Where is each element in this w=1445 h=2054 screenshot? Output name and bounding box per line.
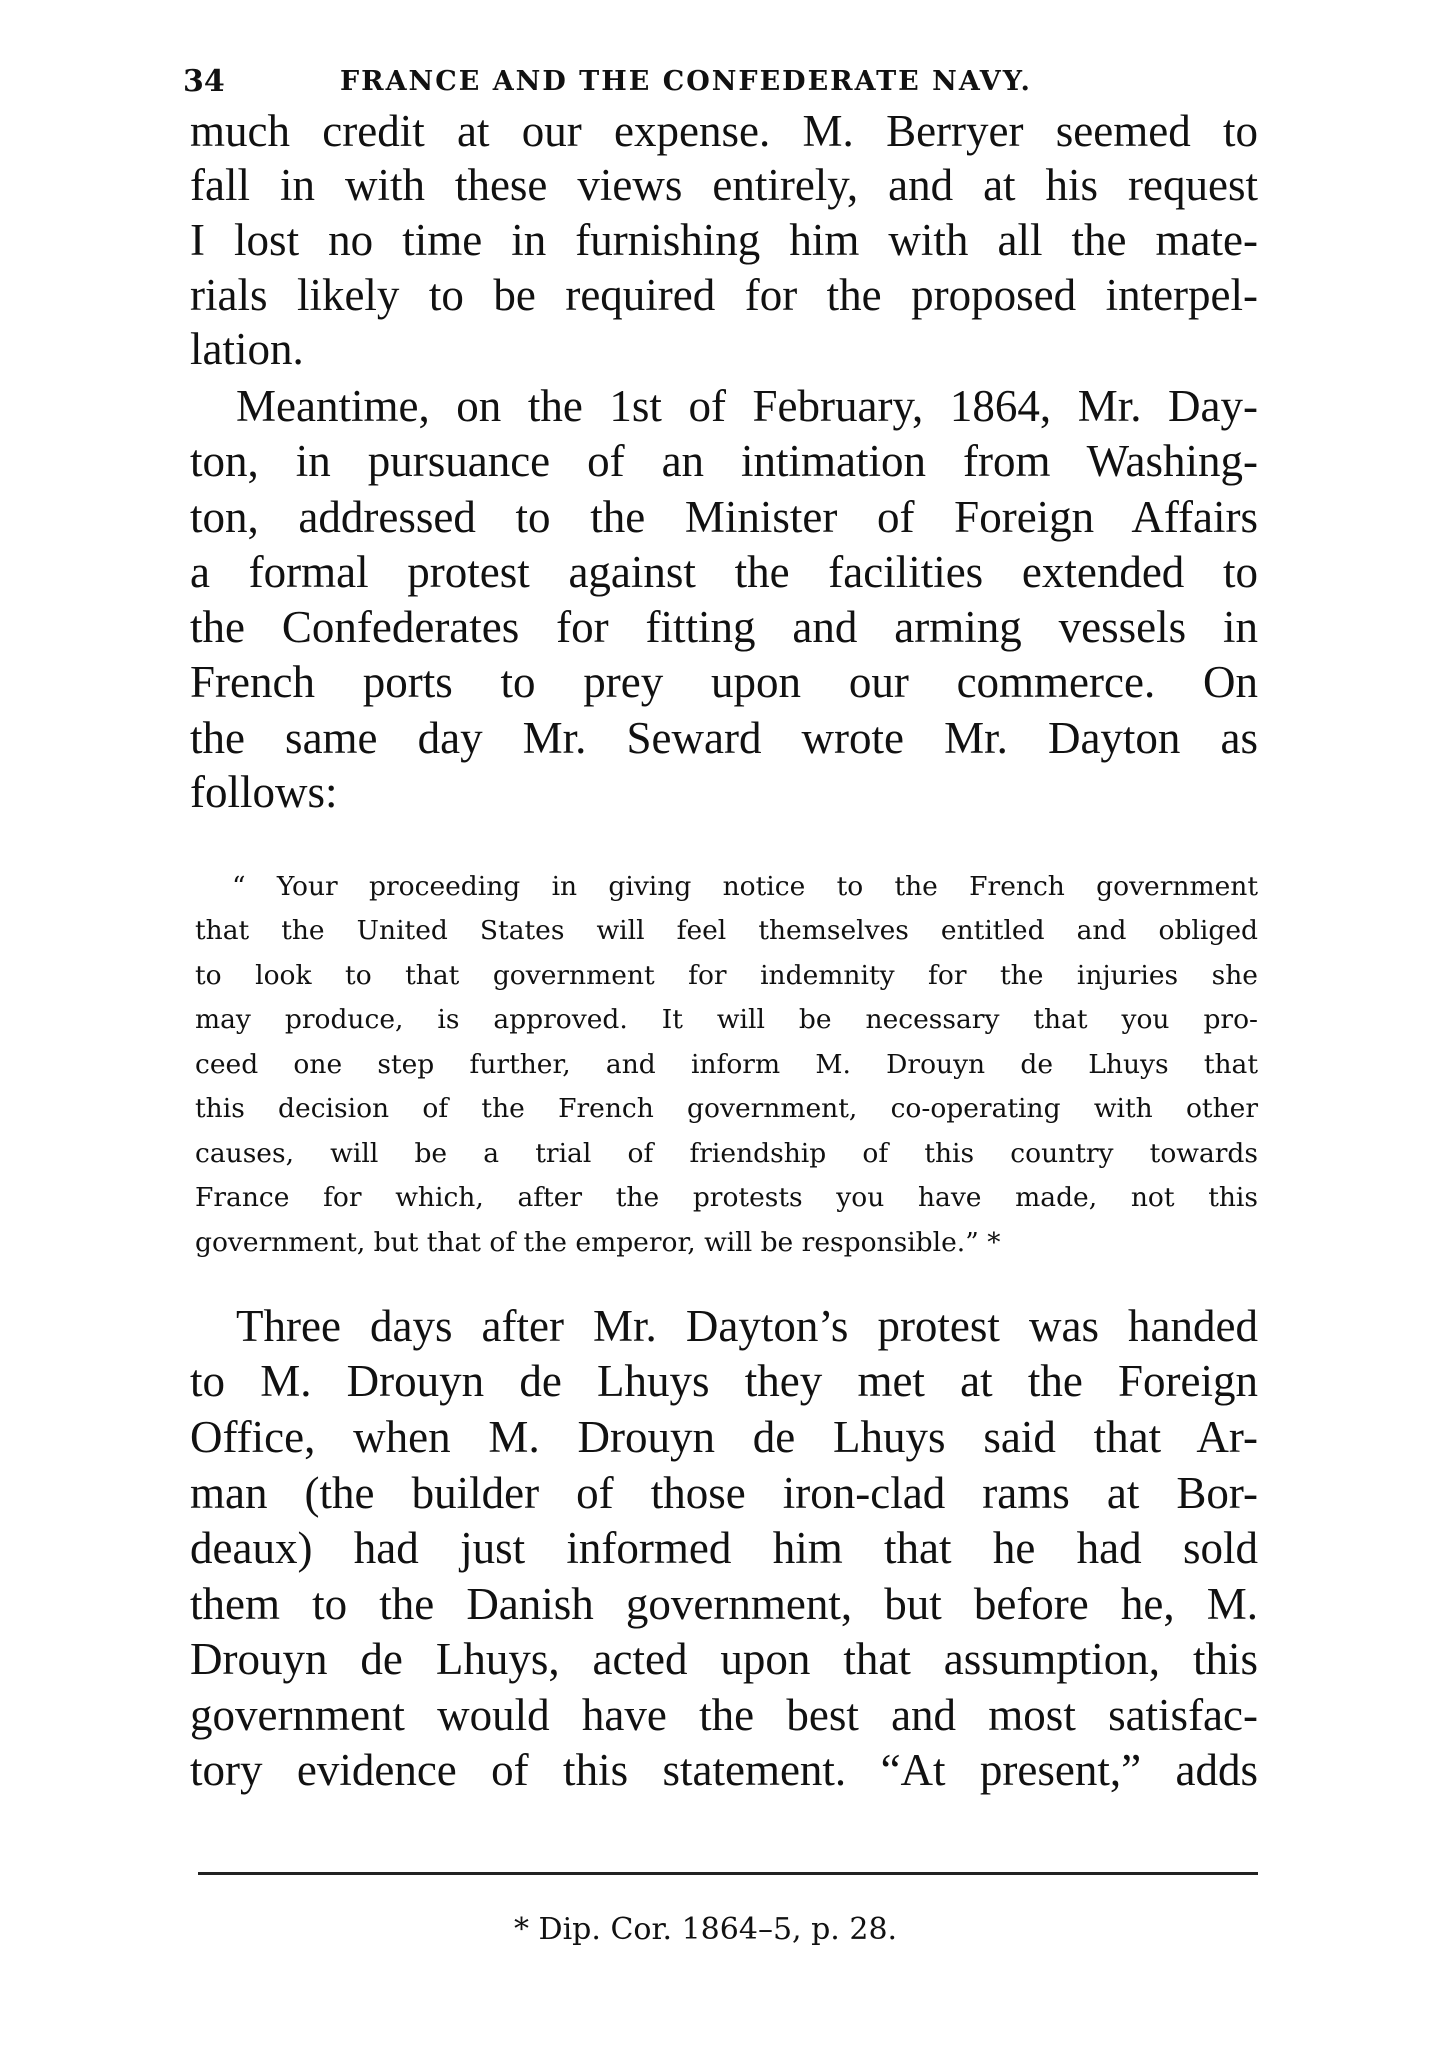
paragraph-2-line: the same day Mr. Seward wrote Mr. Dayton as bbox=[190, 713, 1258, 763]
paragraph-3-line: man (the builder of those iron-clad rams at Bor- bbox=[190, 1468, 1258, 1518]
paragraph-1-line: lation. bbox=[190, 324, 304, 374]
paragraph-2-line: follows: bbox=[190, 767, 338, 817]
page-number: 34 bbox=[183, 64, 225, 99]
paragraph-2-line: ton, in pursuance of an intimation from Washing- bbox=[190, 436, 1258, 486]
footnote-rule bbox=[198, 1872, 1258, 1875]
paragraph-3-line: tory evidence of this statement. “At present,” adds bbox=[190, 1745, 1258, 1795]
paragraph-2-line: ton, addressed to the Minister of Foreign Affairs bbox=[190, 492, 1258, 542]
paragraph-2-line: a formal protest against the facilities extended to bbox=[190, 547, 1258, 597]
quotation-line: France for which, after the protests you have made, not this bbox=[195, 1182, 1258, 1213]
paragraph-1-line: rials likely to be required for the proposed interpel- bbox=[190, 270, 1258, 320]
paragraph-3-line: them to the Danish government, but before he, M. bbox=[190, 1579, 1258, 1629]
paragraph-2-line: Meantime, on the 1st of February, 1864, Mr. Day- bbox=[236, 381, 1258, 431]
paragraph-1-line: much credit at our expense. M. Berryer seemed to bbox=[190, 106, 1258, 156]
paragraph-3-line: Three days after Mr. Dayton’s protest was handed bbox=[236, 1301, 1258, 1351]
paragraph-2-line: French ports to prey upon our commerce. On bbox=[190, 657, 1258, 707]
quotation-line: “ Your proceeding in giving notice to the French government bbox=[232, 871, 1258, 902]
paragraph-1-line: fall in with these views entirely, and at his request bbox=[190, 160, 1258, 210]
quotation-line: ceed one step further, and inform M. Drouyn de Lhuys that bbox=[195, 1049, 1258, 1080]
quotation-line: to look to that government for indemnity for the injuries she bbox=[195, 960, 1258, 991]
paragraph-3-line: deaux) had just informed him that he had sold bbox=[190, 1523, 1258, 1573]
paragraph-1-line: I lost no time in furnishing him with all the mate- bbox=[190, 215, 1258, 265]
paragraph-3-line: to M. Drouyn de Lhuys they met at the Foreign bbox=[190, 1356, 1258, 1406]
footnote: * Dip. Cor. 1864–5, p. 28. bbox=[514, 1912, 898, 1947]
running-title: FRANCE AND THE CONFEDERATE NAVY. bbox=[340, 66, 1032, 97]
quotation-line: that the United States will feel themselves entitled and obliged bbox=[195, 915, 1258, 946]
running-head bbox=[183, 58, 1093, 108]
quotation-line: may produce, is approved. It will be necessary that you pro- bbox=[195, 1004, 1258, 1035]
paragraph-3-line: Office, when M. Drouyn de Lhuys said that Ar- bbox=[190, 1412, 1258, 1462]
quotation-line: this decision of the French government, co-operating with other bbox=[195, 1093, 1258, 1124]
paragraph-2-line: the Confederates for fitting and arming vessels in bbox=[190, 602, 1258, 652]
quotation-line: causes, will be a trial of friendship of this country towards bbox=[195, 1138, 1258, 1169]
paragraph-3-line: Drouyn de Lhuys, acted upon that assumption, this bbox=[190, 1634, 1258, 1684]
quotation-line: government, but that of the emperor, will be responsible.” * bbox=[195, 1227, 1001, 1258]
paragraph-3-line: government would have the best and most satisfac- bbox=[190, 1690, 1258, 1740]
